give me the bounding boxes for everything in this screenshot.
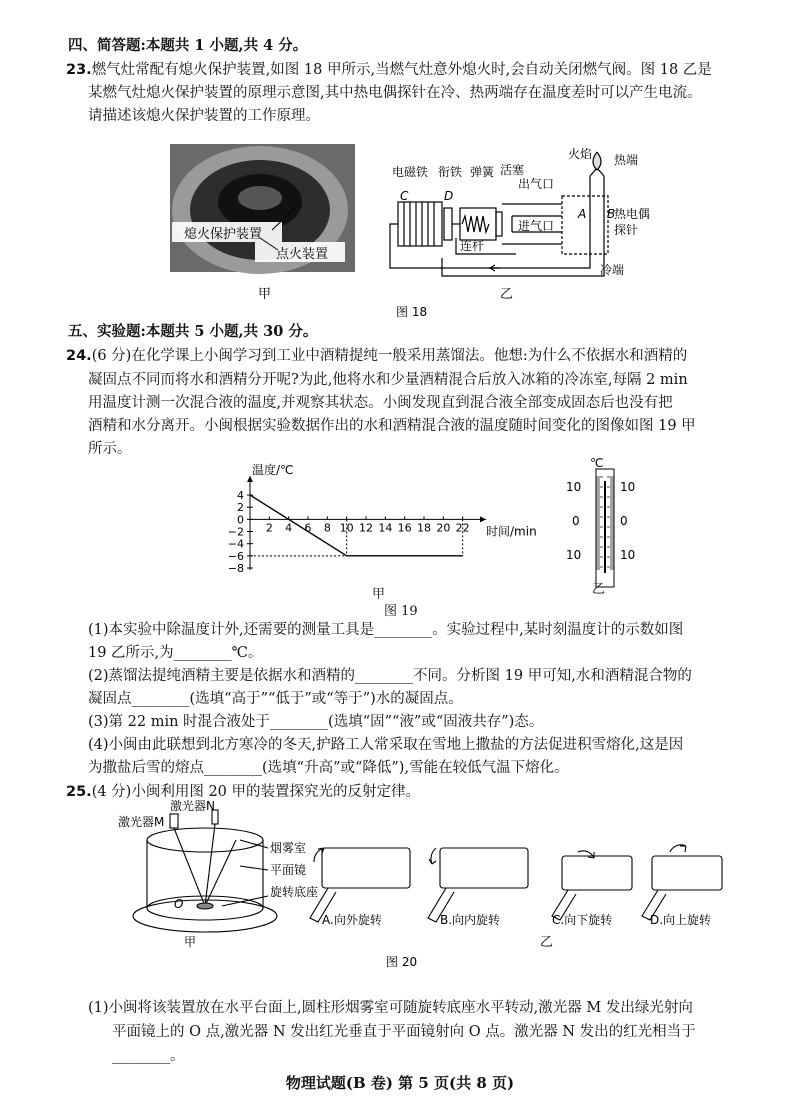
- figure-19-thermometer: [560, 455, 650, 595]
- y-tick-label: −6: [227, 549, 244, 563]
- fig18-sub-b: 乙: [500, 287, 514, 302]
- figure-19-chart: [220, 462, 550, 602]
- label-rotating-base: 旋转底座: [270, 885, 319, 899]
- q24-num: 24.: [66, 348, 92, 364]
- option-c-diagram: [552, 851, 632, 920]
- q25-sub-1b: 平面镜上的 O 点,激光器 N 发出红光垂直于平面镜射向 O 点。激光器 N 发出的红光相当于: [112, 1024, 696, 1040]
- thermo-top-right: 10: [620, 480, 636, 494]
- part-piston: 活塞: [500, 163, 525, 177]
- x-tick-label: 8: [323, 521, 331, 535]
- q24-line-2: 凝固点不同而将水和酒精分开呢?为此,他将水和少量酒精混合后放入冰箱的冷冻室,每隔 2 min: [88, 372, 688, 388]
- q23-line-2: 某燃气灶熄火保护装置的原理示意图,其中热电偶探针在冷、热两端存在温度差时可以产生电流。: [88, 85, 702, 101]
- q24-sub-2a: (2)蒸馏法提纯酒精主要是依据水和酒精的________不同。分析图 19 甲可知,水和酒精混合物的: [88, 668, 692, 684]
- q25-num: 25.: [66, 784, 92, 800]
- label-mirror: 平面镜: [270, 863, 307, 877]
- fig19-sub-a: 甲: [372, 587, 386, 602]
- y-tick-label: 0: [237, 513, 244, 527]
- label-b: B: [607, 207, 616, 221]
- part-flame: 火焰: [568, 147, 593, 161]
- label-point-o: O: [174, 897, 184, 911]
- x-tick-label: 18: [417, 521, 431, 535]
- thermo-bot-right: 10: [620, 548, 636, 562]
- q24-sub-2b: 凝固点________(选填“高于”“低于”或“等于”)水的凝固点。: [88, 691, 463, 707]
- figure-18: [160, 138, 660, 318]
- x-tick-label: 6: [304, 521, 312, 535]
- fig19-caption: 图 19: [384, 604, 418, 619]
- q25-sub-1c: ________。: [112, 1048, 185, 1064]
- option-d-label: D.向上旋转: [650, 913, 712, 927]
- option-a-diagram: [310, 848, 410, 922]
- x-tick-label: 22: [455, 521, 470, 535]
- q24-sub-4a: (4)小闽由此联想到北方寒冷的冬天,护路工人常采取在雪地上撒盐的方法促进积雪熔化,这是因: [88, 737, 684, 753]
- y-tick-label: 2: [237, 501, 244, 515]
- q24-sub-3: (3)第 22 min 时混合液处于________(选填“固”“液”或“固液共存”)态。: [88, 714, 544, 730]
- x-axis-arrow: [480, 516, 486, 522]
- q24-sub-1b: 19 乙所示,为________℃。: [88, 645, 263, 661]
- x-tick-label: 2: [265, 521, 273, 535]
- option-b-diagram: [428, 848, 528, 922]
- option-b-label: B.向内旋转: [440, 913, 501, 927]
- option-a-label: A.向外旋转: [322, 913, 382, 927]
- thermo-bot-left: 10: [566, 548, 582, 562]
- part-rod: 连杆: [460, 239, 485, 253]
- q23-line-1: 23.燃气灶常配有熄火保护装置,如图 18 甲所示,当燃气灶意外熄火时,会自动关闭燃气阀。图 18 乙是: [66, 62, 712, 78]
- thermo-top-left: 10: [566, 480, 582, 494]
- option-c-label: C.向下旋转: [552, 913, 613, 927]
- q24-line-5: 所示。: [88, 441, 132, 457]
- x-axis-label: 时间/min: [486, 524, 537, 539]
- fig18-sub-a: 甲: [258, 287, 272, 302]
- rotation-options: [310, 845, 722, 922]
- x-tick-label: 10: [339, 521, 354, 535]
- label-smoke-chamber: 烟雾室: [270, 841, 307, 855]
- part-hot-end: 热端: [614, 153, 639, 167]
- fig20-caption: 图 20: [386, 955, 418, 969]
- y-tick-label: −4: [227, 537, 244, 551]
- x-tick-label: 14: [378, 521, 393, 535]
- q23-num: 23.: [66, 62, 92, 78]
- part-armature: 衔铁: [438, 165, 463, 179]
- fig20-sub-b: 乙: [540, 935, 554, 950]
- fig18-caption: 图 18: [396, 305, 428, 318]
- thermo-mid-left: 0: [572, 514, 580, 528]
- q24-line-3: 用温度计测一次混合液的温度,并观察其状态。小闽发现直到混合液全部变成固态后也没有把: [88, 395, 673, 411]
- q23-line-3: 请描述该熄火保护装置的工作原理。: [88, 108, 320, 124]
- q24-line-4: 酒精和水分离开。小闽根据实验数据作出的水和酒精混合液的温度随时间变化的图像如图 19 甲: [88, 418, 696, 434]
- photo-label-ignite: 点火装置: [276, 247, 329, 262]
- q24-line-1: 24.(6 分)在化学课上小闽学习到工业中酒精提纯一般采用蒸馏法。他想:为什么不依据水和酒精的: [66, 348, 688, 364]
- q24-sub-4b: 为撒盐后雪的熔点________(选填“升高”或“降低”),雪能在较低气温下熔化。: [88, 760, 569, 776]
- section4-title: 四、简答题:本题共 1 小题,共 4 分。: [68, 37, 308, 54]
- option-d-diagram: [642, 845, 722, 920]
- part-electromagnet: 电磁铁: [392, 165, 429, 179]
- y-tick-label: −8: [227, 562, 244, 575]
- q24-sub-1a: (1)本实验中除温度计外,还需要的测量工具是________。实验过程中,某时刻温度计的示数如图: [88, 622, 684, 638]
- fig19-sub-b: 乙: [592, 582, 606, 597]
- part-outlet: 出气口: [518, 177, 555, 191]
- page-footer: 物理试题(B 卷) 第 5 页(共 8 页): [285, 1074, 515, 1092]
- label-d: D: [444, 189, 454, 203]
- q25-line-1: 25.(4 分)小闽利用图 20 甲的装置探究光的反射定律。: [66, 784, 421, 800]
- part-probe: 探针: [614, 223, 639, 237]
- part-spring: 弹簧: [470, 165, 495, 179]
- q25-sub-1a: (1)小闽将该装置放在水平台面上,圆柱形烟雾室可随旋转底座水平转动,激光器 M 发出绿光射向: [88, 1000, 693, 1016]
- label-laser-m: 激光器M: [118, 815, 165, 829]
- x-tick-label: 12: [359, 521, 373, 535]
- label-c: C: [400, 189, 409, 203]
- y-axis-label: 温度/℃: [252, 463, 294, 477]
- label-a: A: [578, 207, 587, 221]
- fig20-sub-a: 甲: [184, 935, 197, 949]
- part-inlet: 进气口: [518, 219, 555, 233]
- thermo-unit: ℃: [590, 456, 604, 470]
- y-tick-label: −2: [227, 525, 244, 539]
- label-laser-n: 激光器N: [170, 800, 215, 813]
- section5-title: 五、实验题:本题共 5 小题,共 30 分。: [68, 323, 318, 340]
- part-cold-end: 冷端: [600, 263, 625, 277]
- thermo-mid-right: 0: [620, 514, 628, 528]
- figure-20: [100, 800, 740, 970]
- photo-label-protect: 熄火保护装置: [184, 227, 263, 242]
- part-thermocouple: 热电偶: [614, 207, 651, 221]
- x-tick-label: 4: [285, 521, 293, 535]
- y-tick-label: 4: [237, 489, 244, 503]
- x-tick-label: 16: [397, 521, 412, 535]
- x-tick-label: 20: [436, 521, 451, 535]
